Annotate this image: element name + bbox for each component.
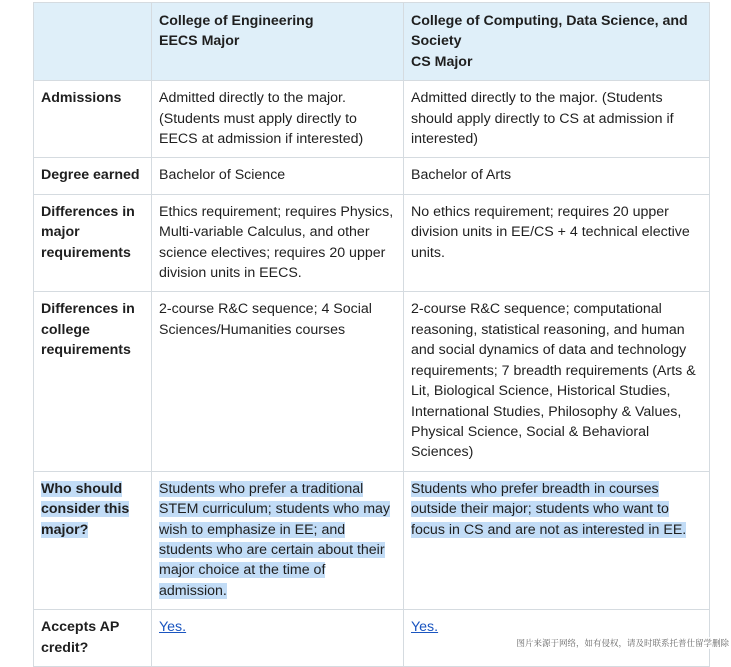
cell-eecs: Admitted directly to the major. (Students must apply directly to EECS at admission if interested) <box>152 81 404 158</box>
header-row <box>34 3 710 81</box>
cell-eecs: 2-course R&C sequence; 4 Social Sciences/Humanities courses <box>152 292 404 471</box>
row-label <box>34 471 152 609</box>
selected-text: Students who prefer a traditional STEM curriculum; students who may wish to emphasize in EE; and students who are certain about their major choice at the time of admission. <box>159 480 391 599</box>
watermark-text: 图片来源于网络，如有侵权，请及时联系托普仕留学删除 <box>516 638 729 648</box>
row-major-requirements <box>34 194 710 292</box>
cell-eecs <box>152 471 404 609</box>
ap-credit-link-eecs[interactable]: Yes. <box>159 619 187 636</box>
header-computing <box>404 3 710 81</box>
header-engineering <box>152 3 404 81</box>
row-admissions <box>34 81 710 158</box>
cell-cs: No ethics requirement; requires 20 upper division units in EE/CS + 4 technical elective units. <box>404 194 710 292</box>
ap-credit-link-cs[interactable]: Yes. <box>411 619 439 636</box>
header-college-engineering: College of Engineering <box>159 13 314 29</box>
cell-cs: 2-course R&C sequence; computational reasoning, statistical reasoning, and human and social dynamics of data and technology requirements; 7 breadth requirements (Arts & Lit, Biological Science, Historical Studies, International Studies, Philosophy & Values, Physical Science, Social & Behavioral Sciences) <box>404 292 710 471</box>
cell-cs: Admitted directly to the major. (Students should apply directly to CS at admission if interested) <box>404 81 710 158</box>
row-college-requirements <box>34 292 710 471</box>
cell-eecs: Ethics requirement; requires Physics, Multi-variable Calculus, and other science electives; requires 20 upper division units in EECS. <box>152 194 404 292</box>
selected-text: Who should consider this major? <box>41 480 130 538</box>
comparison-table <box>33 2 710 667</box>
row-label: Degree earned <box>34 158 152 194</box>
cell-eecs: Bachelor of Science <box>152 158 404 194</box>
row-label: Accepts AP credit? <box>34 610 152 667</box>
row-label: Differences in college requirements <box>34 292 152 471</box>
selected-text: Students who prefer breadth in courses outside their major; students who want to focus in CS and are not as interested in EE. <box>411 480 687 538</box>
row-who-should-consider <box>34 471 710 609</box>
cell-cs: Bachelor of Arts <box>404 158 710 194</box>
header-college-computing: College of Computing, Data Science, and Society <box>411 13 688 50</box>
cell-eecs <box>152 610 404 667</box>
row-degree-earned <box>34 158 710 194</box>
cell-cs <box>404 471 710 609</box>
header-corner <box>34 3 152 81</box>
header-major-eecs: EECS Major <box>159 33 240 50</box>
row-label: Differences in major requirements <box>34 194 152 292</box>
header-major-cs: CS Major <box>411 53 473 70</box>
row-label: Admissions <box>34 81 152 158</box>
